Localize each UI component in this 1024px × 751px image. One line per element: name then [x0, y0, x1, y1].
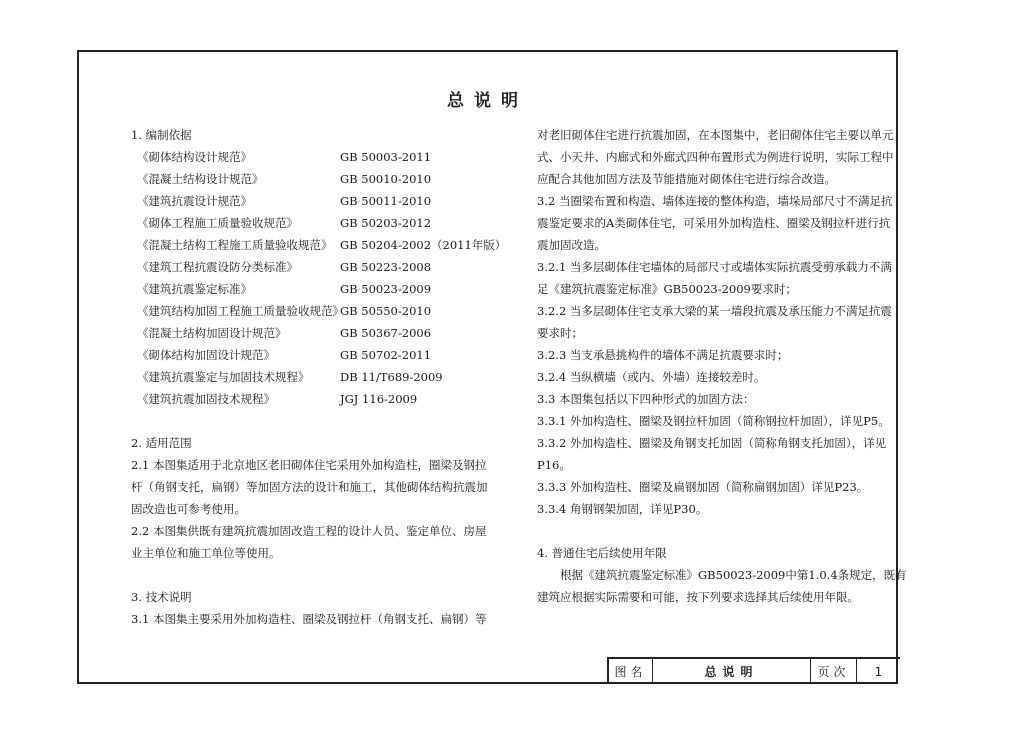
section-3-heading: 3. 技术说明 — [131, 590, 192, 604]
paragraph-line: 3.3.4 角钢钢架加固，详见P30。 — [537, 502, 708, 516]
section-1-heading: 1. 编制依据 — [131, 128, 192, 142]
paragraph-line: P16。 — [537, 458, 571, 472]
reference-row — [131, 278, 536, 300]
paragraph-line: 杆（角钢支托，扁钢）等加固方法的设计和施工，其他砌体结构抗震加 — [131, 480, 488, 494]
reference-row — [131, 212, 536, 234]
reference-row — [131, 234, 536, 256]
drawing-sheet — [77, 50, 907, 684]
paragraph-line: 震加固改造。 — [537, 238, 606, 252]
reference-code: GB 50003-2011 — [340, 150, 432, 164]
reference-code: GB 50550-2010 — [340, 304, 432, 318]
reference-code: GB 50203-2012 — [340, 216, 432, 230]
section-2-heading: 2. 适用范围 — [131, 436, 192, 450]
reference-code: GB 50010-2010 — [340, 172, 432, 186]
reference-title: 《混凝土结构工程施工质量验收规范》 — [137, 238, 333, 252]
reference-title: 《砌体结构加固设计规范》 — [137, 348, 275, 362]
reference-code: JGJ 116-2009 — [340, 392, 418, 406]
reference-code: GB 50367-2006 — [340, 326, 432, 340]
paragraph-line: 应配合其他加固方法及节能措施对砌体住宅进行综合改造。 — [537, 172, 836, 186]
paragraph-line: 3.3 本图集包括以下四种形式的加固方法： — [537, 392, 755, 406]
paragraph-line: 3.2.4 当纵横墙（或内、外墙）连接较差时。 — [537, 370, 766, 384]
reference-code: GB 50223-2008 — [340, 260, 432, 274]
page-title: 总说明 — [447, 91, 528, 111]
reference-code: DB 11/T689-2009 — [340, 370, 443, 384]
paragraph-line: 2.1 本图集适用于北京地区老旧砌体住宅采用外加构造柱，圈梁及钢拉 — [131, 458, 487, 472]
reference-title: 《建筑工程抗震设防分类标准》 — [137, 260, 298, 274]
title-block-page-label: 页次 — [811, 659, 857, 684]
paragraph-line: 3.2.2 当多层砌体住宅支承大梁的某一墙段抗震及承压能力不满足抗震 — [537, 304, 892, 318]
reference-row — [131, 366, 536, 388]
reference-row — [131, 344, 536, 366]
reference-title: 《混凝土结构设计规范》 — [137, 172, 264, 186]
reference-row — [131, 190, 536, 212]
title-block — [607, 657, 900, 684]
reference-title: 《混凝土结构加固设计规范》 — [137, 326, 287, 340]
reference-row — [131, 256, 536, 278]
paragraph-line: 要求时； — [537, 326, 583, 340]
technical-notes — [537, 124, 894, 520]
paragraph-line: 根据《建筑抗震鉴定标准》GB50023-2009中第1.0.4条规定，既有 — [560, 568, 907, 582]
reference-code: GB 50011-2010 — [340, 194, 432, 208]
paragraph-line: 3.1 本图集主要采用外加构造柱、圈梁及钢拉杆（角钢支托、扁钢）等 — [131, 612, 487, 626]
reference-title: 《建筑抗震设计规范》 — [137, 194, 252, 208]
section-4-heading: 4. 普通住宅后续使用年限 — [537, 546, 667, 560]
reference-row — [131, 322, 536, 344]
reference-row — [131, 300, 536, 322]
paragraph-line: 3.3.3 外加构造柱、圈梁及扁钢加固（简称扁钢加固）详见P23。 — [537, 480, 869, 494]
right-column — [537, 124, 907, 608]
reference-row — [131, 388, 536, 410]
reference-row — [131, 168, 536, 190]
paragraph-line: 3.2.3 当支承悬挑构件的墙体不满足抗震要求时； — [537, 348, 789, 362]
paragraph-line: 3.2.1 当多层砌体住宅墙体的局部尺寸或墙体实际抗震受剪承载力不满 — [537, 260, 892, 274]
paragraph-line: 3.3.2 外加构造柱、圈梁及角钢支托加固（简称角钢支托加固），详见 — [537, 436, 887, 450]
reference-title: 《砌体结构设计规范》 — [137, 150, 252, 164]
reference-title: 《建筑抗震加固技术规程》 — [137, 392, 275, 406]
paragraph-line: 业主单位和施工单位等使用。 — [131, 546, 281, 560]
title-block-page-value: 1 — [874, 664, 883, 679]
reference-title: 《砌体工程施工质量验收规范》 — [137, 216, 298, 230]
reference-code: GB 50702-2011 — [340, 348, 432, 362]
reference-title: 《建筑抗震鉴定标准》 — [137, 282, 252, 296]
reference-list — [131, 146, 536, 410]
paragraph-line: 3.2 当圈梁布置和构造、墙体连接的整体构造，墙垛局部尺寸不满足抗 — [537, 194, 893, 208]
paragraph-line: 固改造也可参考使用。 — [131, 502, 246, 516]
paragraph-line: 3.3.1 外加构造柱、圈梁及钢拉杆加固（简称钢拉杆加固），详见P5。 — [537, 414, 890, 428]
paragraph-line: 震鉴定要求的A类砌体住宅，可采用外加构造柱、圈梁及钢拉杆进行抗 — [537, 216, 891, 230]
reference-title: 《建筑结构加固工程施工质量验收规范》 — [137, 304, 344, 318]
paragraph-line: 对老旧砌体住宅进行抗震加固，在本图集中，老旧砌体住宅主要以单元 — [537, 128, 894, 142]
reference-row — [131, 146, 536, 168]
paragraph-line: 式、小天井、内廊式和外廊式四种布置形式为例进行说明，实际工程中 — [537, 150, 894, 164]
title-block-name-value: 总说明 — [653, 659, 811, 684]
paragraph-line: 足《建筑抗震鉴定标准》GB50023-2009要求时； — [537, 282, 797, 296]
reference-code: GB 50204-2002（2011年版） — [340, 238, 507, 252]
left-column — [131, 124, 536, 630]
reference-title: 《建筑抗震鉴定与加固技术规程》 — [137, 370, 310, 384]
paragraph-line: 2.2 本图集供既有建筑抗震加固改造工程的设计人员、鉴定单位、房屋 — [131, 524, 487, 538]
title-block-name-label: 图名 — [609, 659, 653, 684]
reference-code: GB 50023-2009 — [340, 282, 432, 296]
paragraph-line: 建筑应根据实际需要和可能，按下列要求选择其后续使用年限。 — [537, 590, 859, 604]
